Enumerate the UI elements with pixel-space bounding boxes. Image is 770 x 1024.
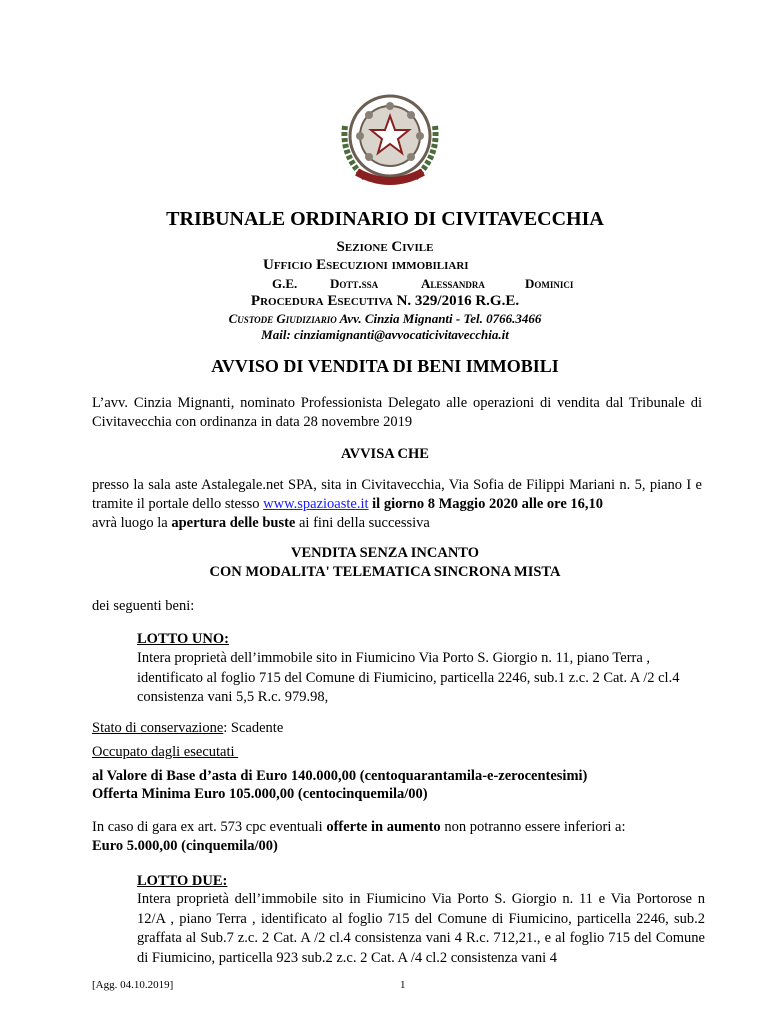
- sale-mode-heading: CON MODALITA' TELEMATICA SINCRONA MISTA: [209, 564, 561, 580]
- office-name: Ufficio Esecuzioni immobiliari: [263, 257, 469, 273]
- custodian-email: Mail: cinziamignanti@avvocaticivitavecchia.it: [261, 327, 509, 342]
- page-number: 1: [400, 979, 406, 991]
- lot-one-description: Intera proprietà dell’immobile sito in Fiumicino Via Porto S. Giorgio n. 11, piano Terra , identificato al foglio 715 del Comune di Fiumicino, particella 2246, sub.1 z.c. 2 Cat. A /2 cl.4 consistenza vani 5,5 R.c. 979.98,: [137, 650, 680, 705]
- judge-title: Dott.ssa: [330, 276, 379, 291]
- goods-intro: dei seguenti beni:: [92, 598, 195, 614]
- italian-republic-emblem: [335, 86, 445, 190]
- custodian-line: Custode Giudiziario Avv. Cinzia Mignanti - Tel. 0766.3466: [228, 311, 542, 326]
- spazioaste-link[interactable]: www.spazioaste.it: [263, 496, 369, 512]
- base-value: al Valore di Base d’asta di Euro 140.000,00 (centoquarantamila-e-zerocentesimi): [92, 768, 588, 784]
- lot-two-title: LOTTO DUE:: [137, 873, 228, 889]
- auction-location-paragraph: presso la sala aste Astalegale.net SPA, sita in Civitavecchia, Via Sofia de Filippi Mariani n. 5, piano I e tramite il portale dello stesso www.spazioaste.it il giorno 8 Maggio 2020 alle ore 16,10 avrà luogo la apertura delle buste ai fini della successiva: [92, 477, 702, 531]
- judge-ge: G.E.: [272, 276, 298, 291]
- sale-type-heading: VENDITA SENZA INCANTO: [290, 545, 479, 561]
- occupancy-status: Occupato dagli esecutati: [92, 744, 239, 760]
- avvisa-che-heading: AVVISA CHE: [341, 446, 429, 462]
- footer-update-date: [Agg. 04.10.2019]: [92, 979, 174, 991]
- judge-last-name: Dominici: [525, 276, 574, 291]
- minimum-offer: Offerta Minima Euro 105.000,00 (centocinquemila/00): [92, 786, 428, 802]
- notice-title: AVVISO DI VENDITA DI BENI IMMOBILI: [211, 356, 559, 376]
- lot-two-description: Intera proprietà dell’immobile sito in Fiumicino Via Porto S. Giorgio n. 11 e Via Portorose n 12/A , piano Terra , identificato al foglio 715 del Comune di Fiumicino, particella 2246, sub.2 graffata al Sub.7 z.c. 2 Cat. A /2 cl.4 consistenza vani 4 R.c. 712,21., e al foglio 715 del Comune di Fiumicino, particella 923 sub.2 z.c. 2 Cat. A /4 cl.2 consistenza vani 4: [137, 891, 705, 966]
- court-title: TRIBUNALE ORDINARIO DI CIVITAVECCHIA: [166, 208, 604, 230]
- lot-one-title: LOTTO UNO:: [137, 631, 229, 647]
- judge-first-name: Alessandra: [421, 276, 485, 291]
- conservation-state: Stato di conservazione: Scadente: [92, 720, 284, 736]
- bid-increment-amount: Euro 5.000,00 (cinquemila/00): [92, 838, 278, 854]
- intro-paragraph: L’avv. Cinzia Mignanti, nominato Professionista Delegato alle operazioni di vendita dal Tribunale di Civitavecchia con ordinanza in data 28 novembre 2019: [92, 395, 702, 430]
- procedure-number: Procedura Esecutiva N. 329/2016 R.G.E.: [250, 293, 520, 309]
- section-name: Sezione Civile: [336, 239, 434, 255]
- bid-increment-paragraph: In caso di gara ex art. 573 cpc eventuali offerte in aumento non potranno essere inferiori a: Euro 5.000,00 (cinquemila/00): [92, 819, 626, 854]
